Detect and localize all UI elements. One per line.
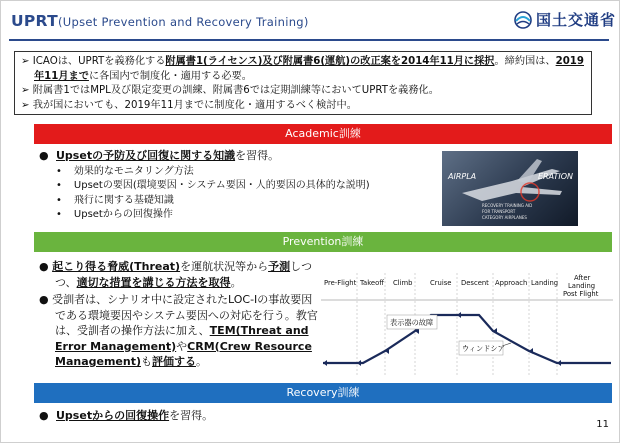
bullet-icon: ●: [39, 260, 53, 273]
prevention-text: を運航状況等から: [180, 260, 269, 273]
prevention-emphasis: 適切な措置を講じる方法を取得: [76, 275, 231, 289]
recovery-band: Recovery訓練: [34, 383, 612, 403]
phase-label: Cruise: [430, 279, 452, 287]
photo-text-a: AIRPLA: [448, 172, 477, 181]
airplane-cover-image: [442, 151, 578, 226]
phase-label: Landing: [531, 279, 559, 287]
summary-emphasis: 2019年11月まで: [34, 56, 584, 82]
prevention-text: 。: [196, 355, 207, 368]
photo-text-c: RECOVERY TRAINING AID: [482, 203, 533, 208]
page-number: 11: [596, 419, 609, 430]
academic-lead-emphasis: Upsetの予防及び回復に関する知識: [56, 149, 236, 162]
arrow-bullet-icon: ➢: [21, 85, 30, 97]
photo-text-b: ERATION: [538, 172, 574, 181]
summary-box: [14, 51, 592, 115]
academic-band: Academic訓練: [34, 124, 612, 144]
summary-text: 我が国においても、2019年11月までに制度化・適用するべく検討中。: [32, 99, 357, 111]
arrow-bullet-icon: ➢: [21, 99, 30, 111]
photo-text-e: CATEGORY AIRPLANES: [482, 215, 527, 220]
arrow-bullet-icon: ➢: [21, 56, 30, 67]
phase-label: Landing: [568, 282, 596, 290]
summary-item-2: [21, 84, 585, 99]
prevention-emphasis: CRM(Crew Resource Management): [55, 339, 312, 368]
recovery-emphasis: Upsetからの回復操作: [56, 409, 170, 422]
phase-label: Approach: [495, 279, 528, 287]
summary-item-3: [21, 99, 585, 114]
title-underline: [9, 39, 609, 41]
flight-profile-line: [323, 315, 611, 363]
academic-lead: [39, 148, 279, 164]
prevention-emphasis: 予測: [268, 260, 291, 273]
title-subtitle: (Upset Prevention and Recovery Training): [57, 15, 309, 29]
summary-text: 附属書1ではMPL及び限定変更の訓練、附属書6では定期訓練等においてUPRTを義務化。: [32, 85, 439, 97]
prevention-emphasis: 起こり得る脅威(Threat): [52, 260, 181, 273]
prevention-band: Prevention訓練: [34, 232, 612, 252]
page-title: [11, 12, 309, 30]
prevention-text: も: [141, 355, 152, 368]
list-item: • 効果的なモニタリング方法: [56, 165, 370, 179]
prevention-text: 受訓者は、シナリオ中に設定されたLOC-Iの事故要因である環境要因やシステム要因への対応を行う。教官は、受訓者の操作方法に加え、: [52, 293, 318, 337]
callout-windshear: ウィンドシア: [462, 344, 505, 353]
photo-text-d: FOR TRANSPORT: [482, 209, 516, 214]
list-item: • 飛行に関する基礎知識: [56, 194, 370, 208]
list-item: • Upsetの要因(環境要因・システム要因・人的要因の具体的な説明): [56, 179, 370, 193]
prevention-text: 。: [230, 275, 242, 289]
training-aid-photo: [442, 151, 578, 226]
prevention-emphasis: 評価する: [152, 355, 196, 368]
academic-list: [56, 165, 370, 222]
summary-emphasis: 附属書1(ライセンス)及び附属書6(運航)の改正案を2014年11月に採択: [165, 56, 495, 67]
recovery-lead: [39, 408, 213, 424]
phase-label: After: [574, 274, 591, 282]
callout-display-failure: 表示器の故障: [390, 318, 434, 327]
phase-label: Post Flight: [563, 290, 599, 298]
mlit-emblem-icon: [513, 11, 533, 29]
bullet-icon: ●: [39, 293, 53, 306]
list-item: • Upsetからの回復操作: [56, 208, 370, 222]
phase-label: Descent: [461, 279, 489, 287]
phase-label: Climb: [393, 279, 413, 287]
prevention-text: や: [176, 339, 188, 353]
prevention-text: しつつ、: [55, 260, 313, 289]
title-main: UPRT: [11, 12, 58, 30]
recovery-text: を習得。: [169, 409, 214, 422]
prevention-bullet-1: [39, 259, 319, 290]
summary-text: に各国内で制度化・適用する必要。: [88, 70, 252, 82]
summary-item-1: [21, 55, 585, 84]
bullet-icon: ●: [39, 409, 49, 422]
bullet-icon: ●: [39, 149, 49, 162]
academic-lead-text: を習得。: [235, 149, 280, 162]
flight-phase-diagram: [319, 271, 615, 379]
summary-text: 。締約国は、: [494, 56, 556, 67]
prevention-emphasis: TEM(Threat and Error Management): [55, 324, 309, 353]
phase-label: Takeoff: [360, 279, 384, 287]
summary-text: ICAOは、UPRTを義務化する: [32, 56, 166, 67]
mlit-logo: [513, 9, 616, 30]
profile-markers: [323, 312, 561, 366]
phase-label: Pre-Flight: [324, 279, 357, 287]
org-name: 国土交通省: [536, 11, 617, 29]
prevention-bullet-2: [39, 292, 319, 370]
